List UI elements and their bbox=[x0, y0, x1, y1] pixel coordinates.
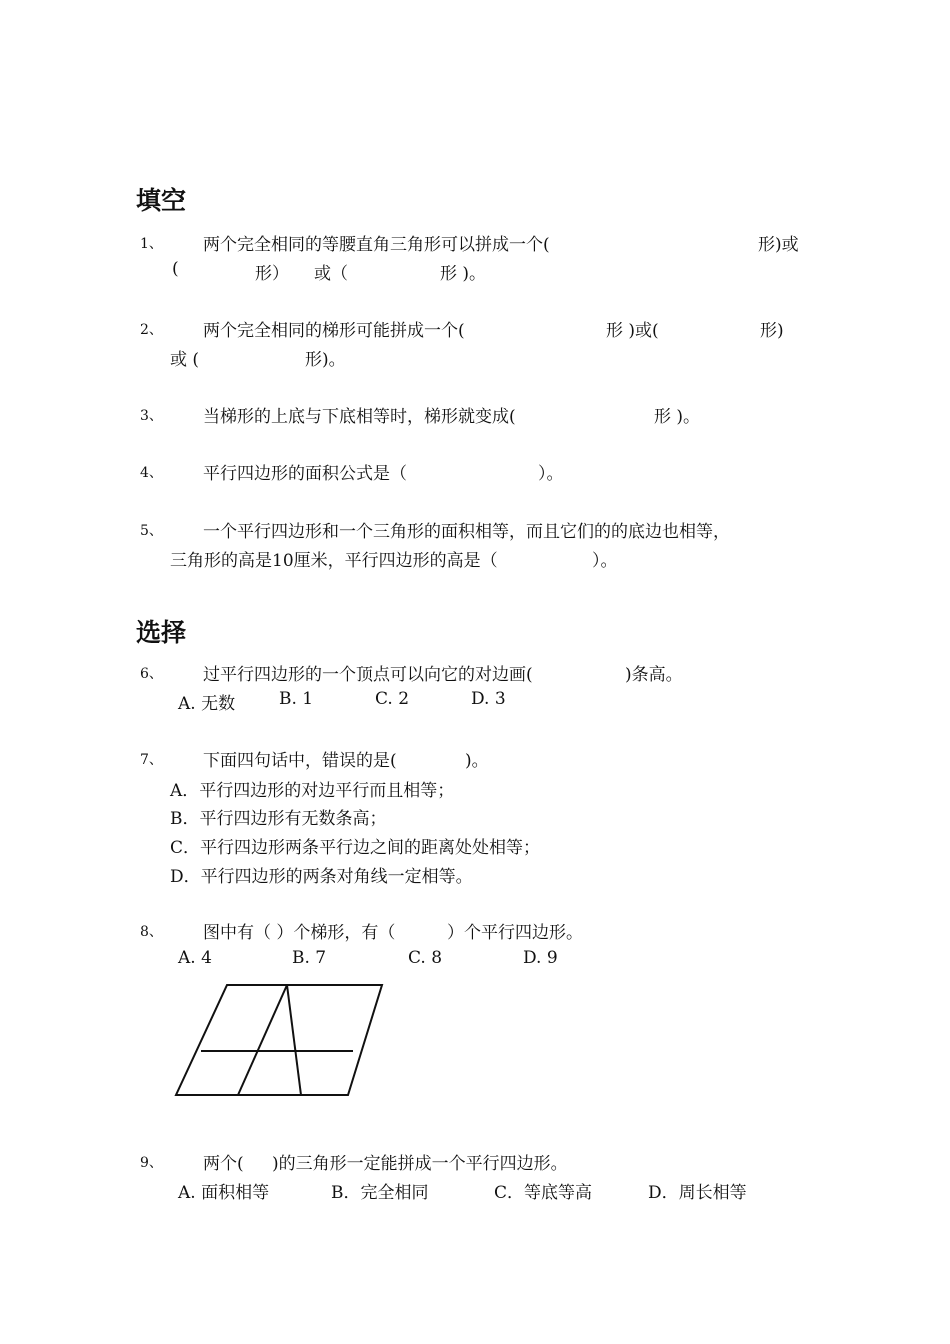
option-a: A. 4 bbox=[178, 948, 212, 968]
question-text: 一个平行四边形和一个三角形的面积相等，而且它们的的底边也相等， bbox=[203, 522, 730, 542]
question-text: 三角形的高是10厘米，平行四边形的高是（ bbox=[170, 551, 498, 571]
question-text: 两个完全相同的等腰直角三角形可以拼成一个( bbox=[203, 235, 550, 255]
question-text: 平行四边形的面积公式是（ bbox=[203, 464, 407, 484]
option-c: C. 8 bbox=[408, 948, 443, 968]
question-text: )条高。 bbox=[625, 665, 683, 685]
answer-blank-label: ）。 bbox=[592, 551, 618, 571]
question-text: 或 ( bbox=[170, 350, 200, 370]
answer-blank-label: 形 )或( bbox=[606, 321, 659, 341]
figure-right-segment bbox=[287, 985, 301, 1095]
question-number: 7、 bbox=[140, 752, 163, 768]
answer-blank-label: 形 )。 bbox=[654, 407, 701, 427]
answer-blank-label: 形） bbox=[255, 264, 289, 284]
question-number: 6、 bbox=[140, 666, 163, 682]
section-heading-fill: 填空 bbox=[136, 186, 187, 215]
answer-blank-label: 形)。 bbox=[305, 350, 346, 370]
option-d: D．平行四边形的两条对角线一定相等。 bbox=[170, 867, 473, 887]
question-number: 2、 bbox=[140, 322, 163, 338]
option-d: D. 3 bbox=[471, 689, 506, 709]
question-text: 两个完全相同的梯形可能拼成一个( bbox=[203, 321, 465, 341]
option-a: A．平行四边形的对边平行而且相等； bbox=[170, 781, 455, 801]
question-text: 或（ bbox=[314, 264, 348, 284]
parallelogram-figure bbox=[170, 980, 390, 1105]
option-a: A. 面积相等 bbox=[178, 1183, 270, 1203]
question-text: ）个平行四边形。 bbox=[447, 923, 583, 943]
question-text: )。 bbox=[465, 751, 489, 771]
figure-left-segment bbox=[238, 985, 287, 1095]
answer-blank-label: 形 )。 bbox=[440, 264, 487, 284]
option-b: B．平行四边形有无数条高； bbox=[170, 809, 387, 829]
question-text: 下面四句话中，错误的是( bbox=[203, 751, 397, 771]
question-text: 当梯形的上底与下底相等时，梯形就变成( bbox=[203, 407, 516, 427]
question-text: )的三角形一定能拼成一个平行四边形。 bbox=[272, 1154, 568, 1174]
option-b: B．完全相同 bbox=[331, 1183, 429, 1203]
question-text: ( bbox=[172, 259, 179, 279]
question-number: 8、 bbox=[140, 924, 163, 940]
option-c: C．平行四边形两条平行边之间的距离处处相等； bbox=[170, 838, 541, 858]
option-b: B. 1 bbox=[279, 689, 314, 709]
answer-blank-label: 形)或 bbox=[758, 235, 799, 255]
answer-blank-label: ）。 bbox=[538, 464, 564, 484]
option-b: B. 7 bbox=[292, 948, 327, 968]
answer-blank-label: 形) bbox=[760, 321, 784, 341]
question-number: 3、 bbox=[140, 408, 163, 424]
question-number: 1、 bbox=[140, 236, 163, 252]
question-number: 5、 bbox=[140, 523, 163, 539]
option-a: A. 无数 bbox=[178, 694, 236, 714]
question-text: 两个( bbox=[203, 1154, 244, 1174]
option-c: C．等底等高 bbox=[494, 1183, 593, 1203]
section-heading-choice: 选择 bbox=[136, 618, 187, 647]
question-text: 过平行四边形的一个顶点可以向它的对边画( bbox=[203, 665, 533, 685]
option-d: D. 9 bbox=[523, 948, 558, 968]
option-c: C. 2 bbox=[375, 689, 410, 709]
question-number: 4、 bbox=[140, 465, 163, 481]
question-text: 图中有（ ）个梯形，有（ bbox=[203, 923, 396, 943]
question-number: 9、 bbox=[140, 1155, 163, 1171]
option-d: D．周长相等 bbox=[648, 1183, 747, 1203]
